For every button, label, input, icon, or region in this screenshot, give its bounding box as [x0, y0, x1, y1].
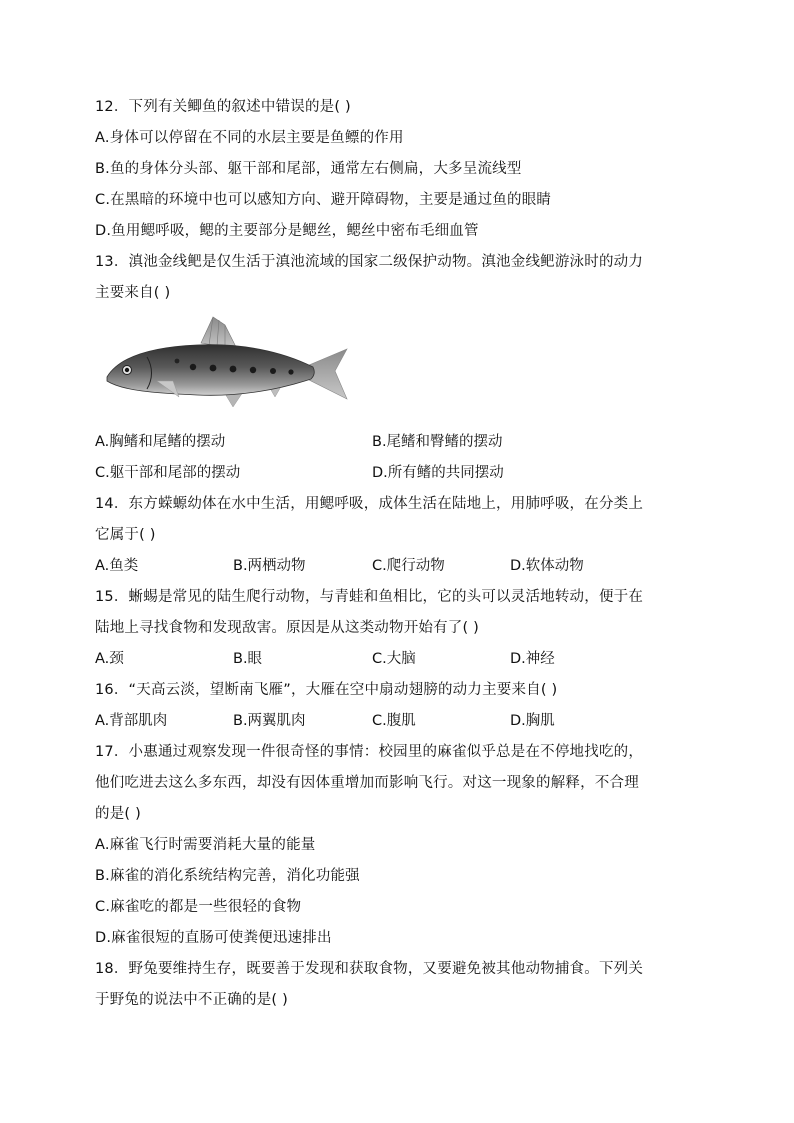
question-17	[95, 737, 705, 954]
option-a: A.背部肌肉	[95, 713, 168, 729]
option-d: D.软体动物	[510, 558, 584, 574]
option-b: B.眼	[233, 651, 263, 667]
fish-image	[101, 315, 351, 419]
question-stem: 16．“天高云淡，望断南飞雁”，大雁在空中扇动翅膀的动力主要来自( )	[95, 682, 558, 698]
option-b: B.尾鳍和臀鳍的摆动	[372, 434, 503, 450]
option-d: D.麻雀很短的直肠可使粪便迅速排出	[95, 930, 332, 946]
question-16	[95, 675, 705, 737]
options-row-2	[95, 458, 705, 489]
option-b: B.鱼的身体分头部、躯干部和尾部，通常左右侧扁，大多呈流线型	[95, 161, 522, 177]
option-b: B.两栖动物	[233, 558, 306, 574]
option-d: D.所有鳍的共同摆动	[372, 465, 504, 481]
option-a: A.身体可以停留在不同的水层主要是鱼鳔的作用	[95, 130, 404, 146]
question-stem-cont: 它属于( )	[95, 527, 156, 543]
question-stem: 17．小惠通过观察发现一件很奇怪的事情：校园里的麻雀似乎总是在不停地找吃的，	[95, 744, 644, 760]
question-stem: 15．蜥蜴是常见的陆生爬行动物，与青蛙和鱼相比，它的头可以灵活地转动，便于在	[95, 589, 644, 605]
question-13	[95, 247, 705, 489]
options-row-1	[95, 427, 705, 458]
question-stem-cont: 他们吃进去这么多东西，却没有因体重增加而影响飞行。对这一现象的解释，不合理	[95, 775, 639, 791]
option-d: D.胸肌	[510, 713, 555, 729]
question-stem: 13．滇池金线鲃是仅生活于滇池流域的国家二级保护动物。滇池金线鲃游泳时的动力	[95, 254, 644, 270]
option-c: C.麻雀吃的都是一些很轻的食物	[95, 899, 302, 915]
option-b: B.麻雀的消化系统结构完善，消化功能强	[95, 868, 360, 884]
question-15	[95, 582, 705, 675]
question-stem-cont: 于野兔的说法中不正确的是( )	[95, 992, 288, 1008]
fish-illustration	[95, 309, 705, 427]
question-stem-cont: 的是( )	[95, 806, 141, 822]
option-d: D.神经	[510, 651, 555, 667]
option-a: A.麻雀飞行时需要消耗大量的能量	[95, 837, 316, 853]
question-stem-cont: 主要来自( )	[95, 285, 171, 301]
question-stem: 18．野兔要维持生存，既要善于发现和获取食物，又要避免被其他动物捕食。下列关	[95, 961, 644, 977]
question-14	[95, 489, 705, 582]
option-c: C.腹肌	[372, 713, 416, 729]
option-a: A.鱼类	[95, 558, 139, 574]
option-c: C.躯干部和尾部的摆动	[95, 465, 241, 481]
question-stem: 12．下列有关鲫鱼的叙述中错误的是( )	[95, 99, 351, 115]
option-a: A.胸鳍和尾鳍的摆动	[95, 434, 226, 450]
option-c: C.大脑	[372, 651, 416, 667]
option-c: C.爬行动物	[372, 558, 445, 574]
question-stem: 14．东方蝾螈幼体在水中生活，用鳃呼吸，成体生活在陆地上，用肺呼吸，在分类上	[95, 496, 644, 512]
exam-page	[95, 92, 705, 1016]
question-18	[95, 954, 705, 1016]
options-row	[95, 706, 705, 737]
option-c: C.在黑暗的环境中也可以感知方向、避开障碍物，主要是通过鱼的眼睛	[95, 192, 552, 208]
options-row	[95, 551, 705, 582]
option-a: A.颈	[95, 651, 124, 667]
options-row	[95, 644, 705, 675]
option-b: B.两翼肌肉	[233, 713, 306, 729]
option-d: D.鱼用鳃呼吸，鳃的主要部分是鳃丝，鳃丝中密布毛细血管	[95, 223, 479, 239]
question-stem-cont: 陆地上寻找食物和发现敌害。原因是从这类动物开始有了( )	[95, 620, 480, 636]
question-12	[95, 92, 705, 247]
